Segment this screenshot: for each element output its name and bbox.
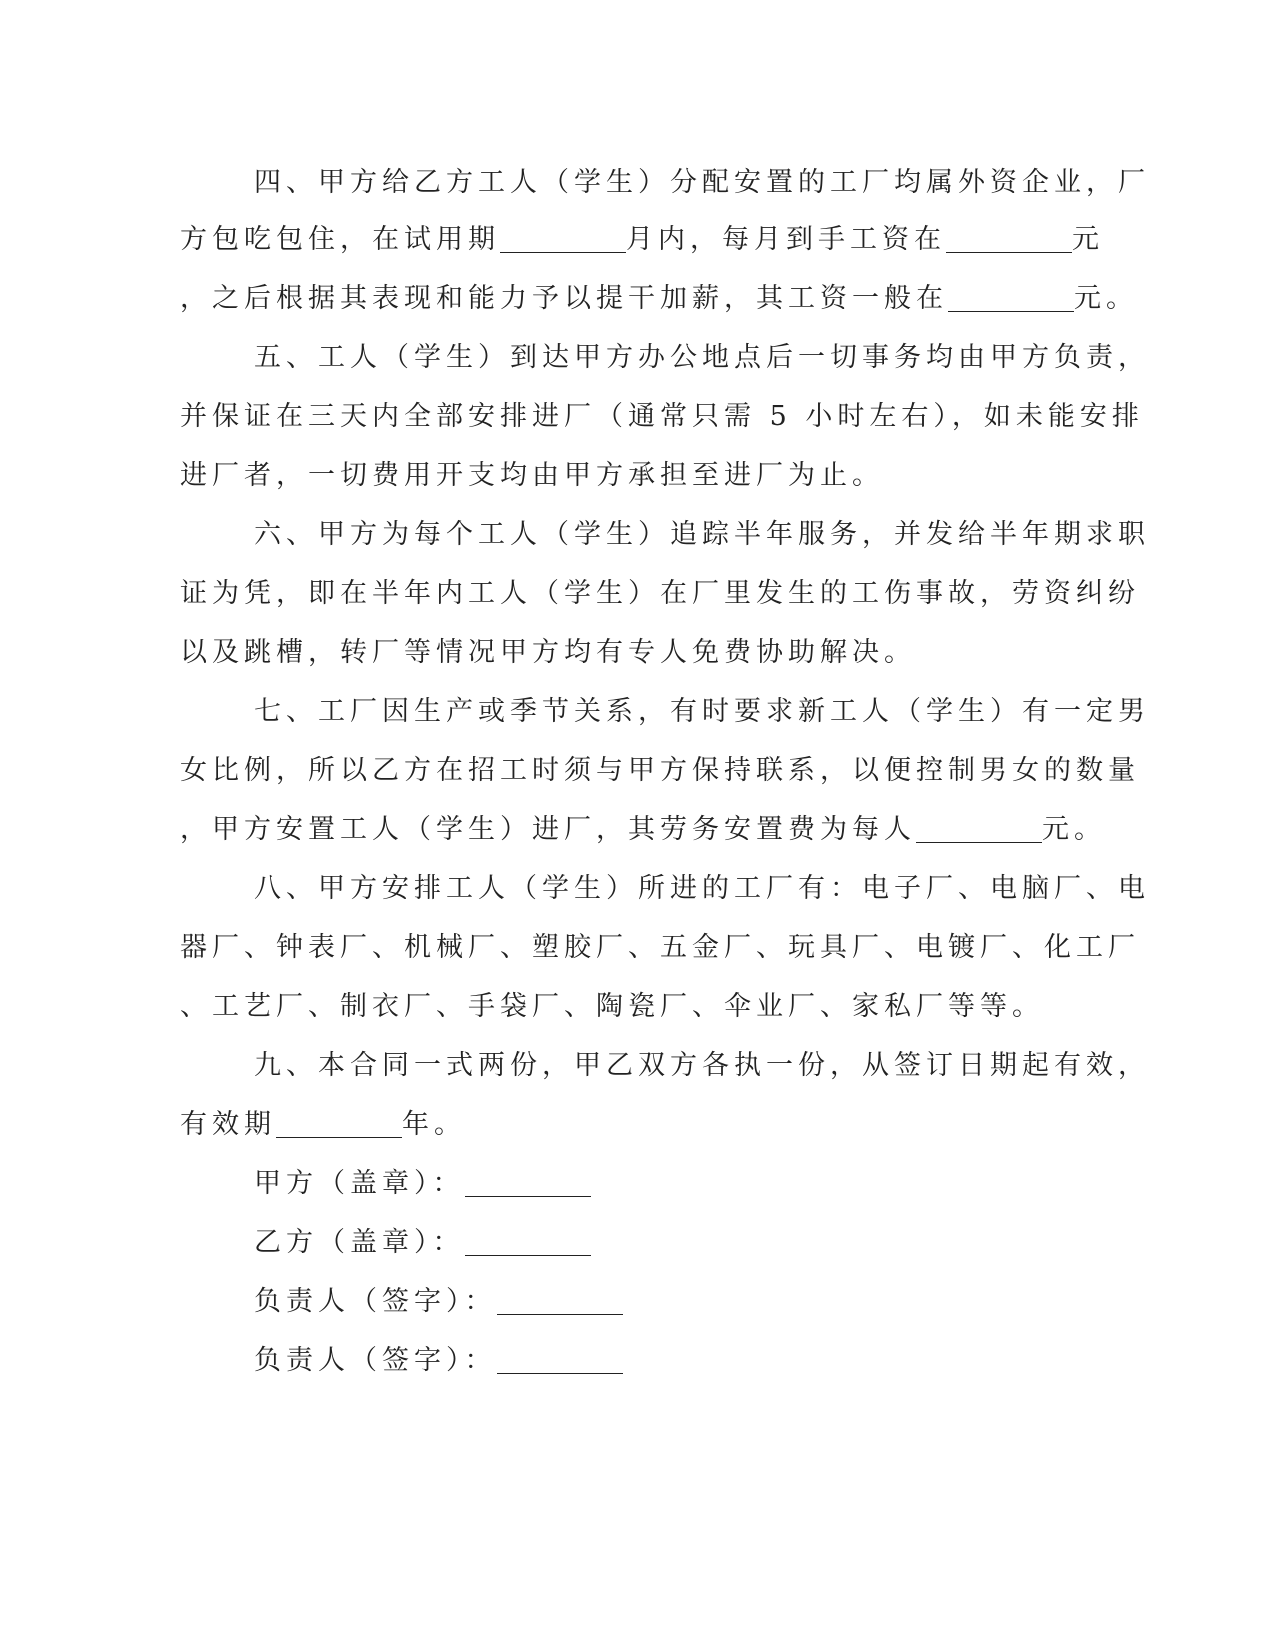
party-b-seal-row [254, 1225, 591, 1261]
clause-7-line-2 [180, 753, 1140, 789]
clause-8-text-1: 八、甲方安排工人（学生）所进的工厂有：电子厂、电脑厂、电 [254, 873, 1150, 904]
clause-9-line-2 [180, 1107, 466, 1143]
clause-5-text-1: 五、工人（学生）到达甲方办公地点后一切事务均由甲方负责， [254, 342, 1150, 373]
party-a-seal-blank [465, 1168, 591, 1197]
clause-6-line-1 [254, 517, 1150, 553]
party-b-seal-label: 乙方（盖章）： [254, 1227, 465, 1258]
monthly-wage-blank [946, 224, 1072, 253]
representative-1-signature-row [254, 1284, 623, 1320]
clause-9-line-1 [254, 1048, 1150, 1084]
representative-2-signature-label: 负责人（签字）： [254, 1345, 497, 1376]
clause-8-text-2: 器厂、钟表厂、机械厂、塑胶厂、五金厂、玩具厂、电镀厂、化工厂 [180, 932, 1140, 963]
clause-7-line-3 [180, 812, 1106, 848]
clause-4-line-3 [180, 281, 1138, 317]
probation-months-blank [500, 224, 626, 253]
clause-8-line-2 [180, 930, 1140, 966]
clause-8-line-1 [254, 871, 1150, 907]
clause-7-text-1: 七、工厂因生产或季节关系，有时要求新工人（学生）有一定男 [254, 696, 1150, 727]
party-a-seal-label: 甲方（盖章）： [254, 1168, 465, 1199]
clause-4-text-2b: 月内，每月到手工资在 [626, 224, 946, 255]
clause-7-text-3a: ，甲方安置工人（学生）进厂，其劳务安置费为每人 [180, 814, 916, 845]
clause-4-line-2 [180, 222, 1104, 258]
clause-6-text-1: 六、甲方为每个工人（学生）追踪半年服务，并发给半年期求职 [254, 519, 1150, 550]
representative-2-signature-row [254, 1343, 623, 1379]
clause-9-text-1: 九、本合同一式两份，甲乙双方各执一份，从签订日期起有效， [254, 1050, 1150, 1081]
clause-5-line-1 [254, 340, 1150, 376]
clause-7-text-3b: 元。 [1042, 814, 1106, 845]
clause-5-line-2 [180, 399, 1144, 435]
clause-9-text-2a: 有效期 [180, 1109, 276, 1140]
clause-8-line-3 [180, 989, 1044, 1025]
representative-2-signature-blank [497, 1345, 623, 1374]
party-a-seal-row [254, 1166, 591, 1202]
clause-5-text-2: 并保证在三天内全部安排进厂（通常只需 5 小时左右），如未能安排 [180, 401, 1144, 432]
clause-4-text-3a: ，之后根据其表现和能力予以提干加薪，其工资一般在 [180, 283, 948, 314]
clause-4-text-2c: 元 [1072, 224, 1104, 255]
placement-fee-blank [916, 814, 1042, 843]
clause-7-text-2: 女比例，所以乙方在招工时须与甲方保持联系，以便控制男女的数量 [180, 755, 1140, 786]
clause-6-text-2: 证为凭，即在半年内工人（学生）在厂里发生的工伤事故，劳资纠纷 [180, 578, 1140, 609]
representative-1-signature-blank [497, 1286, 623, 1315]
clause-6-line-3 [180, 635, 916, 671]
clause-5-text-3: 进厂者，一切费用开支均由甲方承担至进厂为止。 [180, 460, 884, 491]
clause-6-line-2 [180, 576, 1140, 612]
party-b-seal-blank [465, 1227, 591, 1256]
general-wage-blank [948, 283, 1074, 312]
clause-4-text-3b: 元。 [1074, 283, 1138, 314]
clause-7-line-1 [254, 694, 1150, 730]
validity-years-blank [276, 1109, 402, 1138]
clause-8-text-3: 、工艺厂、制衣厂、手袋厂、陶瓷厂、伞业厂、家私厂等等。 [180, 991, 1044, 1022]
clause-6-text-3: 以及跳槽，转厂等情况甲方均有专人免费协助解决。 [180, 637, 916, 668]
clause-5-line-3 [180, 458, 884, 494]
clause-4-text-2a: 方包吃包住，在试用期 [180, 224, 500, 255]
clause-9-text-2b: 年。 [402, 1109, 466, 1140]
representative-1-signature-label: 负责人（签字）： [254, 1286, 497, 1317]
clause-4-line-1 [254, 165, 1150, 201]
clause-4-text-1: 四、甲方给乙方工人（学生）分配安置的工厂均属外资企业，厂 [254, 167, 1150, 198]
